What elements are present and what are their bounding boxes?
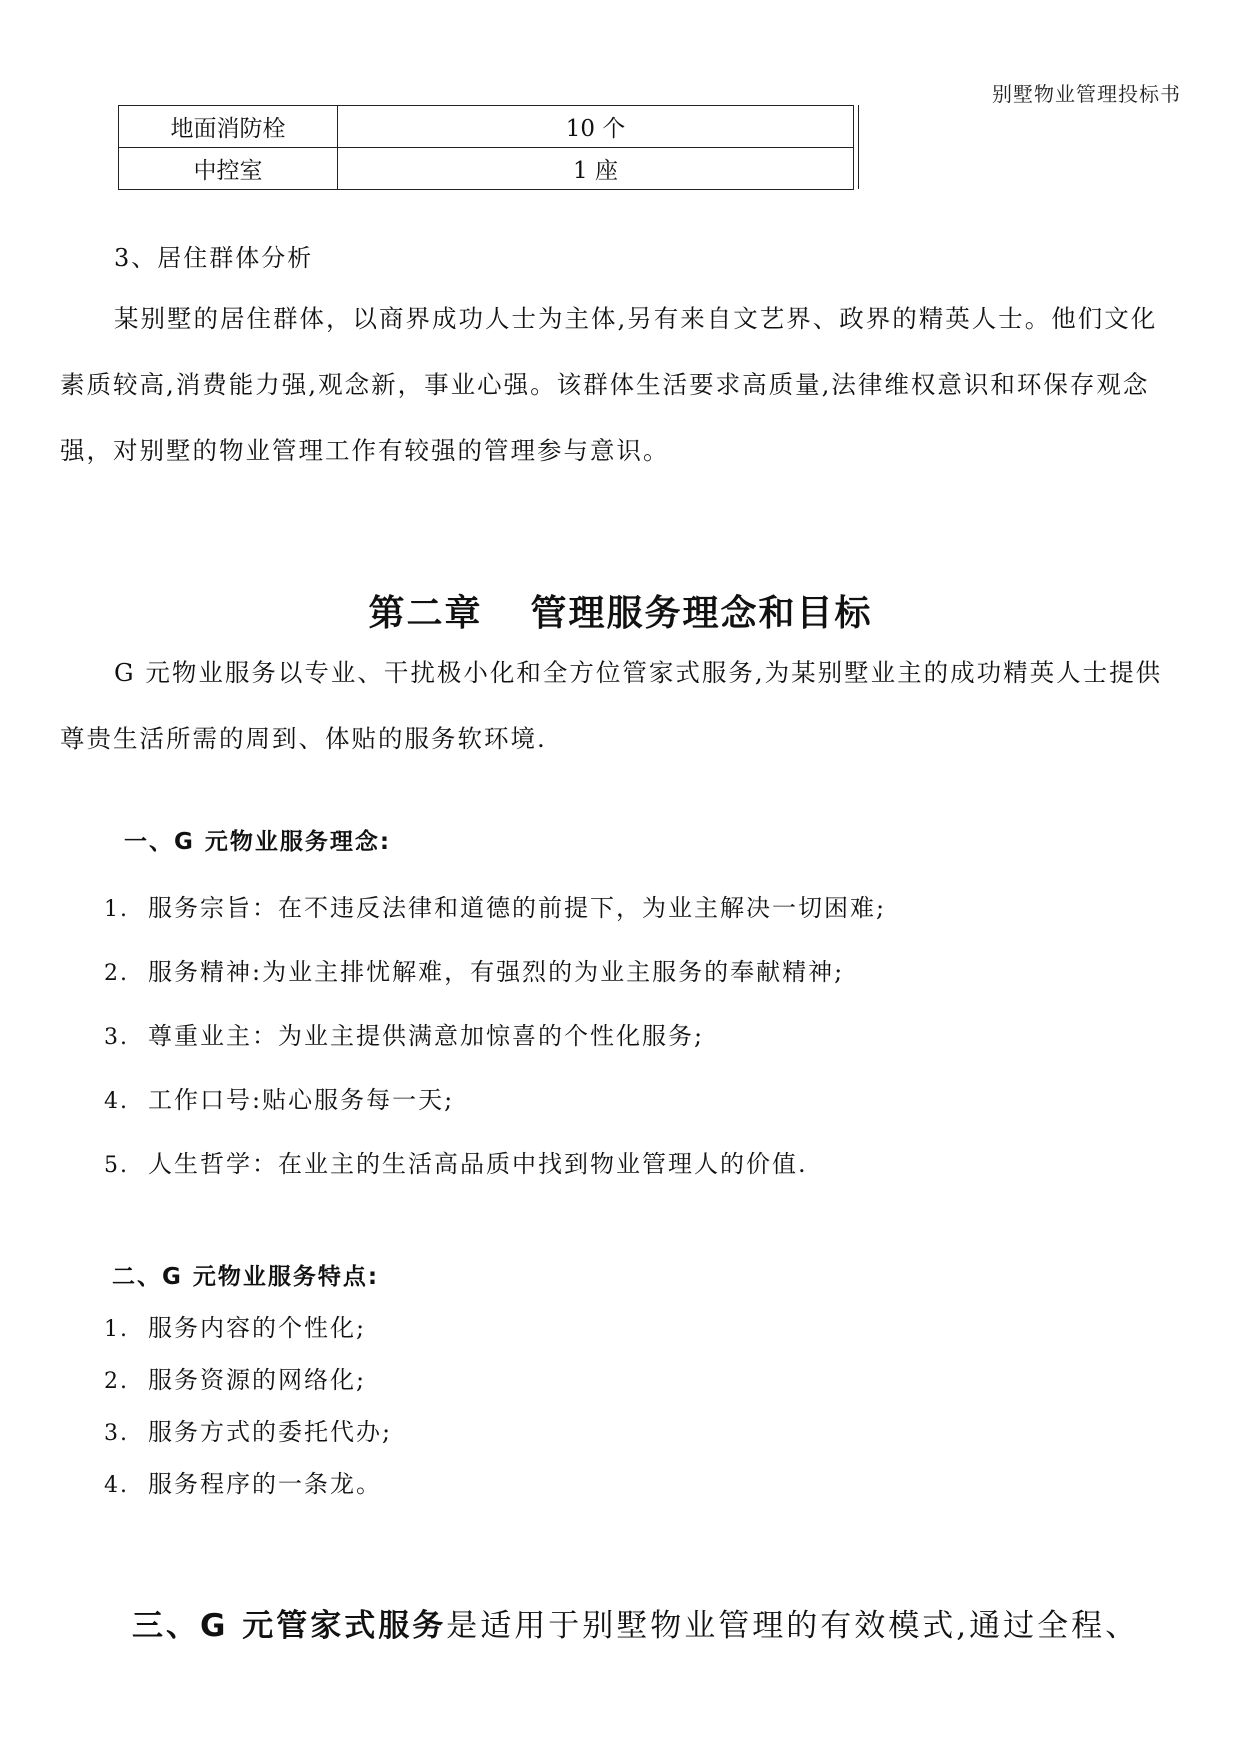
- list-number: 5.: [104, 1153, 129, 1178]
- facility-table: [118, 105, 854, 190]
- list-number: 2.: [104, 1369, 129, 1394]
- butler-service-text: 是适用于别墅物业管理的有效模式,通过全程、: [446, 1608, 1140, 1644]
- chapter-intro-paragraph: G 元物业服务以专业、干扰极小化和全方位管家式服务,为某别墅业主的成功精英人士提供尊贵生活所需的周到、体贴的服务软环境.: [60, 658, 1163, 753]
- list-item: [104, 1412, 392, 1447]
- list-text: 服务内容的个性化;: [148, 1314, 367, 1342]
- list-item: [104, 1308, 366, 1343]
- list-text: 服务程序的一条龙。: [148, 1470, 382, 1498]
- list-number: 1.: [104, 897, 129, 922]
- table-double-border: [858, 105, 859, 189]
- list-item: [104, 952, 844, 987]
- list-number: 1.: [104, 1317, 129, 1342]
- running-header: 别墅物业管理投标书: [992, 82, 1181, 106]
- list-text: 工作口号:贴心服务每一天;: [148, 1086, 455, 1114]
- butler-service-paragraph: [132, 1600, 1139, 1645]
- chapter-heading: 管理服务理念和目标: [530, 593, 873, 634]
- table-row: [119, 106, 854, 148]
- list-text: 人生哲学：在业主的生活高品质中找到物业管理人的价值.: [148, 1150, 808, 1178]
- resident-analysis-paragraph: 某别墅的居住群体，以商界成功人士为主体,另有来自文艺界、政界的精英人士。他们文化素质较高,消费能力强,观念新，事业心强。该群体生活要求高质量,法律维权意识和环保存观念强，对别墅的物业管理工作有较强的管理参与意识。: [60, 304, 1158, 465]
- list-item: [104, 1144, 808, 1179]
- features-heading: 二、G 元物业服务特点:: [112, 1264, 380, 1290]
- butler-service-heading: 三、G 元管家式服务: [132, 1608, 447, 1644]
- list-number: 3.: [104, 1421, 129, 1446]
- chapter-title: [0, 585, 1241, 636]
- list-text: 服务精神:为业主排忧解难，有强烈的为业主服务的奉献精神;: [148, 958, 845, 986]
- list-number: 3.: [104, 1025, 129, 1050]
- table-row: [119, 148, 854, 190]
- list-number: 2.: [104, 961, 129, 986]
- list-text: 服务资源的网络化;: [148, 1366, 367, 1394]
- table-cell-item: 地面消防栓: [119, 106, 338, 148]
- list-item: [104, 1080, 454, 1115]
- table-cell-item: 中控室: [119, 148, 338, 190]
- table-cell-value: 10 个: [338, 106, 854, 148]
- list-item: [104, 888, 886, 923]
- list-item: [104, 1016, 704, 1051]
- table-cell-value: 1 座: [338, 148, 854, 190]
- list-item: [104, 1360, 366, 1395]
- list-item: [104, 1464, 382, 1499]
- philosophy-heading: 一、G 元物业服务理念:: [124, 829, 392, 855]
- list-text: 服务宗旨：在不违反法律和道德的前提下，为业主解决一切困难;: [148, 894, 887, 922]
- chapter-number: 第二章: [368, 593, 483, 634]
- section-heading-resident-analysis: 3、居住群体分析: [114, 244, 314, 272]
- list-number: 4.: [104, 1473, 129, 1498]
- list-text: 尊重业主：为业主提供满意加惊喜的个性化服务;: [148, 1022, 705, 1050]
- list-text: 服务方式的委托代办;: [148, 1418, 393, 1446]
- list-number: 4.: [104, 1089, 129, 1114]
